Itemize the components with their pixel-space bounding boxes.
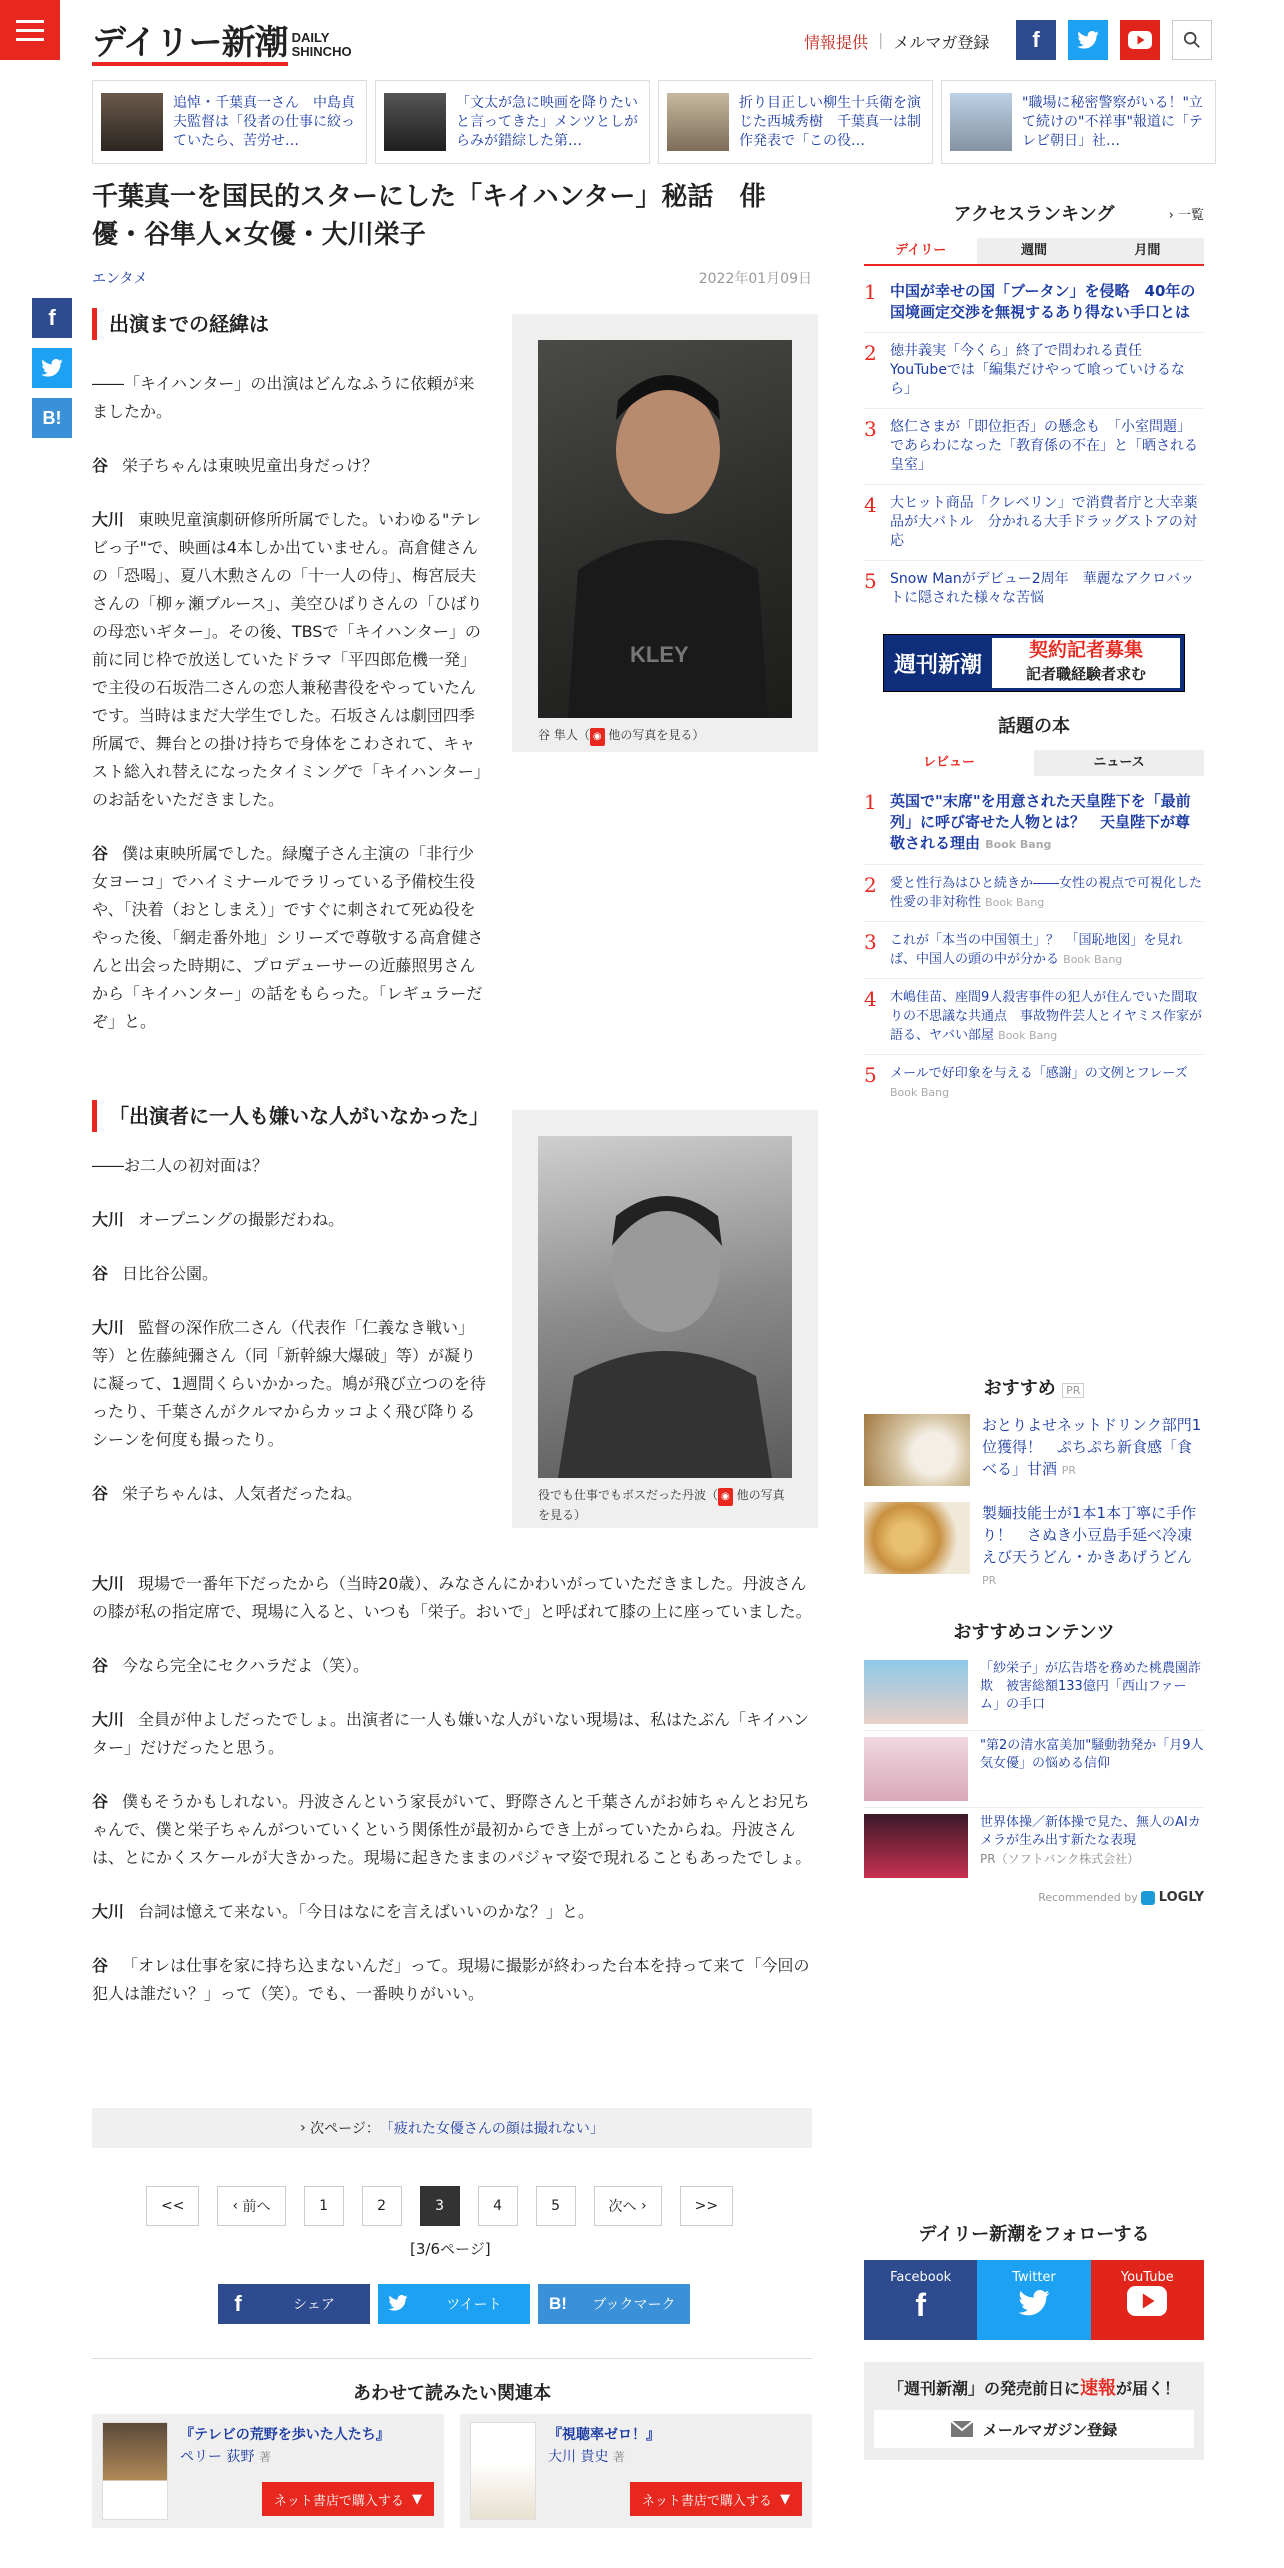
section-heading: 「出演者に一人も嫌いな人がいなかった」: [92, 1100, 490, 1132]
facebook-icon[interactable]: f: [32, 298, 72, 338]
ranking-item[interactable]: [864, 485, 1204, 561]
recommended-thumbnail: [864, 1502, 970, 1574]
more-label: 一覧: [1177, 208, 1204, 223]
logo-text: デイリー新潮: [92, 24, 288, 66]
search-icon[interactable]: [1172, 20, 1212, 60]
recruit-ad-banner[interactable]: [883, 634, 1185, 692]
ad-message: [992, 638, 1180, 688]
ranking-more-link[interactable]: [1169, 204, 1204, 223]
twitter-share-button[interactable]: [378, 2284, 530, 2324]
speaker: 大川: [92, 1574, 125, 1593]
recommended-item[interactable]: [864, 1502, 1204, 1592]
next-page-prefix: 次ページ：: [310, 2121, 380, 2137]
rank-title: 悠仁さまが「即位拒否」の懸念も 「小室問題」であらわになった「教育係の不在」と「晒される皇室」: [890, 419, 1198, 473]
recommended-title: [982, 1414, 1204, 1486]
last-page-button[interactable]: >>: [680, 2186, 733, 2226]
rank-number: 5: [864, 569, 877, 593]
logo-en-2: SHINCHO: [291, 44, 352, 59]
author-role: 著: [258, 2450, 271, 2464]
author-name: 大川 貴史: [548, 2449, 609, 2465]
newsletter-register-button[interactable]: [874, 2410, 1194, 2448]
first-page-button[interactable]: <<: [146, 2186, 199, 2226]
newsletter-highlight: 速報: [1080, 2378, 1116, 2399]
topic-list: [864, 782, 1204, 1111]
speaker: 大川: [92, 510, 125, 529]
photo-box: [512, 1110, 818, 1528]
contents-heading: おすすめコンテンツ: [953, 1622, 1115, 1643]
newsletter-link[interactable]: メルマガ登録: [893, 33, 990, 52]
twitter-icon: [378, 2291, 418, 2317]
photo-silhouette: [538, 340, 792, 718]
topic-item[interactable]: [864, 979, 1204, 1055]
camera-icon: ◉: [590, 728, 605, 746]
follow-facebook-button[interactable]: [864, 2260, 977, 2340]
speaker: 大川: [92, 1710, 125, 1729]
paragraph: [92, 1260, 490, 1288]
paragraph-text: 台詞は憶えて来ない。「今日はなにを言えばいいのかな？」と。: [138, 1902, 595, 1921]
newsletter-box: [864, 2362, 1204, 2460]
paragraph-text: 現場で一番年下だったから（当時20歳）、みなさんにかわいがっていただきました。丹波さんの膝が私の指定席で、現場に入ると、いつも「栄子。おいで」と呼ばれて膝の上に座っていました。: [92, 1574, 812, 1621]
share-label: シェア: [293, 2297, 335, 2313]
content-item[interactable]: [864, 1654, 1204, 1731]
paragraph-text: 監督の深作欣二さん（代表作「仁義なき戦い」等）と佐藤純彌さん（同「新幹線大爆破」等）が凝りに凝って、1週間くらいかかった。鳩が飛び立つのを待ったり、千葉さんがクルマからカッコよく飛び降りるシーンを何度も撮ったり。: [92, 1318, 486, 1449]
topic-text: メールで好印象を与える「感謝」の文例とフレーズ: [890, 1066, 1188, 1081]
paragraph: [92, 840, 490, 1036]
mail-icon: [951, 2421, 973, 2437]
follow-twitter-button[interactable]: [977, 2260, 1090, 2340]
hatena-bookmark-icon[interactable]: B!: [32, 398, 72, 438]
rank-title: 中国が幸せの国「ブータン」を侵略 40年の国境画定交渉を無視するあり得ない手口とは: [890, 282, 1196, 321]
caret-down-icon: ▼: [412, 2491, 423, 2507]
content-item[interactable]: [864, 1808, 1204, 1884]
speaker: 谷: [92, 456, 109, 475]
content-title: [980, 1814, 1204, 1878]
content-thumbnail: [864, 1660, 968, 1724]
photo-silhouette: [538, 1136, 792, 1478]
article-body-2: [92, 1100, 490, 1508]
pr-badge: PR: [1062, 1383, 1084, 1398]
photo-caption: 役でも仕事でもボスだった丹波（ ◉ 他の写真を見る）: [538, 1488, 785, 1522]
photo-box: [512, 314, 818, 752]
paragraph-text: 東映児童演劇研修所所属でした。いわゆる"テレビっ子"で、映画は4本しか出ていません。高倉健さんの「恐喝」、夏八木勲さんの「十一人の侍」、梅宮辰夫さんの「柳ヶ瀬ブルース」、美空ひばりさんの「ひばりの母恋いギター」。その後、TBSで「キイハンター」の前に同じ枠で放送していたドラマ「平四郎危機一発」で主役の石坂浩二さんの恋人兼秘書役をやっていたんです。当時はまだ大学生でした。石坂さんは劇団四季所属で、舞台との掛け持ちで身体をこわされて、キャスト総入れ替えになったタイミングで「キイハンター」のお話をいただきました。: [92, 510, 490, 809]
paragraph: [92, 1480, 490, 1508]
tab-monthly[interactable]: 月間: [1091, 238, 1204, 264]
chevron-right-icon: ›: [636, 2198, 647, 2214]
tab-news[interactable]: ニュース: [1034, 750, 1204, 776]
buy-label: ネット書店で購入する: [641, 2493, 772, 2509]
svg-text:KLEY: KLEY: [630, 642, 689, 667]
rank-number: 1: [864, 280, 877, 304]
speaker: 大川: [92, 1902, 125, 1921]
paragraph-text: 日比谷公園。: [122, 1264, 219, 1283]
trending-item[interactable]: [658, 80, 933, 164]
separator: |: [878, 30, 884, 49]
logly-name: LOGLY: [1158, 1890, 1204, 1905]
photo-caption: 谷 隼人（ ◉ 他の写真を見る）: [538, 726, 792, 746]
facebook-icon: f: [915, 2287, 926, 2323]
ranking-list: [864, 272, 1204, 617]
topic-tabs: [864, 750, 1204, 776]
tab-review[interactable]: レビュー: [864, 750, 1034, 776]
chevron-right-icon: ›: [300, 2120, 311, 2136]
twitter-icon[interactable]: [32, 348, 72, 388]
ranking-item[interactable]: [864, 561, 1204, 617]
article-body-1: [92, 308, 490, 1036]
ranking-tabs: [864, 238, 1204, 266]
book-cover: [102, 2422, 168, 2520]
paragraph: [92, 1314, 490, 1454]
rank-number: 2: [864, 341, 877, 365]
speaker: 谷: [92, 1264, 109, 1283]
chevron-right-icon: ›: [1168, 208, 1178, 223]
facebook-icon[interactable]: f: [1016, 20, 1056, 60]
more-photos-link[interactable]: 他の写真を見る: [608, 728, 693, 742]
page-button-5[interactable]: 5: [536, 2186, 576, 2226]
section-heading: 出演までの経緯は: [92, 308, 490, 340]
paragraph: ――「キイハンター」の出演はどんなふうに依頼が来ましたか。: [92, 374, 475, 421]
content-sponsor: PR（ソフトバンク株式会社）: [980, 1852, 1140, 1866]
trending-text: 追悼・千葉真一さん 中島貞夫監督は「役者の仕事に絞っていたら、苦労せ…: [173, 94, 355, 149]
trending-thumbnail: [384, 93, 446, 151]
paragraph-text: 全員が仲よしだったでしょ。出演者に一人も嫌いな人がいない現場は、私はたぶん「キイハンター」だけだったと思う。: [92, 1710, 810, 1757]
newsletter-pre: 「週刊新潮」の発売前日に: [887, 2379, 1080, 2398]
topic-title: [890, 1064, 1204, 1102]
newsletter-post: が届く！: [1116, 2379, 1181, 2398]
topic-text: 愛と性行為はひと続きか――女性の視点で可視化した性愛の非対称性: [890, 876, 1203, 910]
follow-label: YouTube: [1120, 2270, 1174, 2285]
facebook-icon: f: [234, 2291, 242, 2316]
speaker: 谷: [92, 844, 109, 863]
article-date: 2022年01月09日: [698, 271, 812, 287]
share-buttons: [218, 2284, 690, 2324]
paragraph-text: オープニングの撮影だわね。: [138, 1210, 345, 1229]
article: [92, 178, 812, 288]
topic-books: [864, 712, 1204, 1111]
page-button-3[interactable]: 3: [420, 2186, 460, 2226]
trending-text: "職場に秘密警察がいる！"立て続けの"不祥事"報道に「テレビ朝日」社…: [1022, 94, 1203, 149]
next-label: 次へ: [608, 2199, 637, 2215]
logo-en-1: DAILY: [291, 30, 330, 45]
paragraph: [92, 1952, 812, 2008]
portrait-photo[interactable]: [538, 340, 792, 718]
twitter-icon: [977, 2285, 1090, 2325]
topic-item[interactable]: [864, 865, 1204, 922]
recommended-text: 製麺技能士が1本1本丁寧に手作り！ さぬき小豆島手延べ冷凍えび天うどん・かきあげうどん: [982, 1504, 1197, 1566]
follow-label: Facebook: [890, 2270, 952, 2285]
paragraph: [92, 1206, 490, 1234]
prev-label: 前へ: [242, 2199, 271, 2215]
portrait-photo[interactable]: [538, 1136, 792, 1478]
speaker: 谷: [92, 1956, 109, 1975]
topic-heading: 話題の本: [998, 716, 1070, 737]
rank-title: Snow Manがデビュー2周年 華麗なアクロバットに隠された様々な苦悩: [890, 571, 1195, 606]
book-author: [180, 2446, 271, 2466]
paragraph: [92, 452, 490, 480]
ad-headline: 契約記者募集: [1029, 639, 1144, 661]
twitter-icon[interactable]: [1068, 20, 1108, 60]
article-meta: [92, 268, 812, 288]
pr-label: PR: [1061, 1464, 1077, 1477]
trending-text: 折り目正しい柳生十兵衛を演じた西城秀樹 千葉真一は制作発表で「この役…: [739, 94, 921, 149]
book-card[interactable]: [460, 2414, 812, 2528]
next-page-link[interactable]: [92, 2108, 812, 2148]
speaker: 谷: [92, 1792, 109, 1811]
topic-title: [890, 931, 1204, 969]
hatena-bookmark-button[interactable]: [538, 2284, 690, 2324]
article-body-3: [92, 1570, 812, 2008]
buy-button[interactable]: [262, 2482, 434, 2516]
pr-label: PR: [982, 1574, 997, 1587]
newsletter-button-label: メールマガジン登録: [982, 2420, 1118, 2439]
topic-source: Book Bang: [1063, 953, 1123, 966]
book-title: 『視聴率ゼロ！』: [548, 2427, 660, 2443]
paragraph: [92, 1788, 812, 1872]
topic-source: Book Bang: [985, 838, 1052, 851]
prev-page-button[interactable]: [217, 2186, 285, 2226]
logly-icon: [1141, 1891, 1155, 1905]
speaker: 谷: [92, 1484, 109, 1503]
hamburger-menu-button[interactable]: [0, 0, 60, 60]
recommended-heading: [864, 1374, 1204, 1400]
rank-number: 2: [864, 873, 877, 897]
follow-youtube-button[interactable]: [1091, 2260, 1204, 2340]
hatena-bookmark-icon: B!: [549, 2294, 567, 2313]
trending-item[interactable]: [941, 80, 1216, 164]
related-books: [92, 2414, 812, 2528]
content-title: [980, 1737, 1204, 1801]
caret-down-icon: ▼: [780, 2491, 791, 2507]
content-text: 「紗栄子」が広告塔を務めた桃農園詐欺 被害総額133億円「西山ファーム」の手口: [980, 1661, 1202, 1712]
paragraph-text: 栄子ちゃんは、人気者だったね。: [122, 1484, 363, 1503]
logly-prefix: Recommended by: [1038, 1891, 1138, 1904]
category-link[interactable]: エンタメ: [92, 271, 148, 287]
topic-text: これが「本当の中国領土」？ 「国恥地図」を見れば、中国人の頭の中が分かる: [890, 933, 1183, 967]
access-ranking: [864, 200, 1204, 617]
speaker: 大川: [92, 1210, 125, 1229]
article-title: 千葉真一を国民的スターにした「キイハンター」秘話 俳優・谷隼人×女優・大川栄子: [92, 182, 766, 250]
camera-icon: ◉: [718, 1488, 733, 1506]
content-title: [980, 1660, 1204, 1724]
book-author: [548, 2446, 625, 2466]
paragraph-text: 栄子ちゃんは東映児童出身だっけ？: [122, 456, 379, 475]
paragraph: [92, 1652, 812, 1680]
rank-number: 4: [864, 493, 877, 517]
topic-source: Book Bang: [890, 1086, 950, 1099]
recommended-pr: [864, 1374, 1204, 1608]
paragraph-text: 今なら完全にセクハラだよ（笑）。: [122, 1656, 370, 1675]
paragraph: [92, 1898, 812, 1926]
rank-title: 徳井義実「今くら」終了で問われる責任 YouTubeでは「編集だけやって喰っていけるなら」: [890, 343, 1185, 397]
trending-strip: [92, 80, 1216, 164]
topic-title: [890, 874, 1204, 912]
paragraph-text: 僕もそうかもしれない。丹波さんという家長がいて、野際さんと千葉さんがお姉ちゃんとお兄ちゃんで、僕と栄子ちゃんがついていくという関係性が最初からでき上がっていたからね。丹波さんは、とにかくスケールが大きかった。現場に起きたままのパジャマ姿で現れることもあったでしょ。: [92, 1792, 812, 1867]
rank-number: 3: [864, 417, 877, 441]
page-button-2[interactable]: 2: [362, 2186, 402, 2226]
paragraph: [92, 1570, 812, 1626]
next-page-title: 「疲れた女優さんの顔は撮れない」: [379, 2121, 604, 2137]
tab-weekly[interactable]: 週間: [977, 238, 1090, 264]
ranking-heading: アクセスランキング: [953, 204, 1115, 225]
recommended-list: [864, 1414, 1204, 1592]
newsletter-text: [874, 2374, 1194, 2400]
page-button-1[interactable]: 1: [304, 2186, 344, 2226]
topic-item[interactable]: [864, 922, 1204, 979]
topic-text: 木嶋佳苗、座間9人殺害事件の犯人が住んでいた間取りの不思議な共通点 事故物件芸人とイヤミス作家が語る、ヤバい部屋: [890, 990, 1203, 1043]
topic-item[interactable]: [864, 782, 1204, 865]
rank-number: 1: [864, 790, 877, 814]
trending-thumbnail: [667, 93, 729, 151]
chevron-left-icon: ‹: [232, 2198, 243, 2214]
recommended-thumbnail: [864, 1414, 970, 1486]
recommended-title: [982, 1502, 1204, 1592]
facebook-share-button[interactable]: [218, 2284, 370, 2324]
share-label: ツイート: [446, 2297, 502, 2313]
speaker: 谷: [92, 1656, 109, 1675]
follow-label: Twitter: [1012, 2270, 1056, 2285]
book-cover: [470, 2422, 536, 2520]
author-role: 著: [612, 2450, 625, 2464]
follow-buttons: [864, 2260, 1204, 2340]
buy-label: ネット書店で購入する: [273, 2493, 404, 2509]
header-social: [1016, 20, 1212, 60]
paragraph-text: 僕は東映所属でした。緑魔子さん主演の「非行少女ヨーコ」でハイミナールでラリっている予備校生役や、「決着（おとしまえ）」ですぐに刺されて死ぬ役をやった後、「網走番外地」シリーズで尊敬する高倉健さんと出会った時期に、プロデューサーの近藤照男さんから「キイハンター」の話をもらった。「レギュラーだぞ」と。: [92, 844, 484, 1031]
content-text: 世界体操／新体操で見た、無人のAIカメラが生み出す新たな表現: [980, 1815, 1201, 1848]
youtube-icon[interactable]: [1120, 20, 1160, 60]
page-count: [3/6ページ]: [410, 2240, 491, 2258]
tab-daily[interactable]: デイリー: [864, 238, 977, 264]
rank-number: 3: [864, 930, 877, 954]
buy-button[interactable]: [630, 2482, 802, 2516]
paragraph: ――お二人の初対面は？: [92, 1156, 269, 1175]
paragraph-text: 「オレは仕事を家に持ち込まないんだ」って。現場に撮影が終わった台本を持って来て「今回の犯人は誰だい？」って（笑）。でも、一番映りがいい。: [92, 1956, 810, 2003]
content-item[interactable]: [864, 1731, 1204, 1808]
more-photos-link[interactable]: 他の写真を見る: [538, 1488, 785, 1522]
topic-source: Book Bang: [998, 1029, 1058, 1042]
page-button-4[interactable]: 4: [478, 2186, 518, 2226]
follow-heading: デイリー新潮をフォローする: [918, 2224, 1150, 2245]
paragraph: [92, 1706, 812, 1762]
content-text: "第2の清水富美加"騒動勃発か「月9人気女優」の悩める信仰: [980, 1738, 1204, 1771]
info-link[interactable]: 情報提供: [804, 33, 869, 52]
contents-list: [864, 1654, 1204, 1884]
topic-title: [890, 988, 1204, 1045]
rank-number: 5: [864, 1063, 877, 1087]
rank-title: 大ヒット商品「クレベリン」で消費者庁と大幸薬品が大バトル 分かれる大手ドラッグストアの対応: [890, 495, 1198, 549]
speaker: 大川: [92, 1318, 125, 1337]
ranking-item[interactable]: [864, 272, 1204, 333]
rank-number: 4: [864, 987, 877, 1011]
site-logo[interactable]: [92, 24, 352, 66]
recommended-item[interactable]: [864, 1414, 1204, 1486]
trending-thumbnail: [101, 93, 163, 151]
recommended-text: おとりよせネットドリンク部門1位獲得！ ぷちぷち新食感「食べる」甘酒: [982, 1416, 1202, 1478]
share-rail: [32, 298, 72, 438]
youtube-icon: [1091, 2285, 1204, 2325]
recommended-contents: [864, 1618, 1204, 1905]
trending-text: 「文太が急に映画を降りたいと言ってきた」メンツとしがらみが錯綜した第…: [456, 94, 638, 149]
book-title: 『テレビの荒野を歩いた人たち』: [180, 2427, 390, 2443]
content-thumbnail: [864, 1737, 968, 1801]
ranking-item[interactable]: [864, 333, 1204, 409]
trending-item[interactable]: [92, 80, 367, 164]
follow-section: [864, 2220, 1204, 2460]
trending-item[interactable]: [375, 80, 650, 164]
recommended-title: おすすめ: [983, 1378, 1056, 1399]
logly-credit[interactable]: [864, 1890, 1204, 1905]
topic-item[interactable]: [864, 1055, 1204, 1111]
pagination: [146, 2186, 733, 2226]
ranking-item[interactable]: [864, 409, 1204, 485]
share-label: ブックマーク: [592, 2297, 676, 2313]
topic-text: 英国で"末席"を用意された天皇陛下を「最前列」に呼び寄せた人物とは？ 天皇陛下が尊敬される理由: [890, 792, 1191, 852]
trending-thumbnail: [950, 93, 1012, 151]
content-thumbnail: [864, 1814, 968, 1878]
caption-text: 役でも仕事でもボスだった丹波（: [538, 1488, 719, 1502]
next-page-button[interactable]: [594, 2186, 662, 2226]
paragraph: [92, 506, 490, 814]
ad-brand: 週刊新潮: [894, 651, 983, 678]
book-card[interactable]: [92, 2414, 444, 2528]
related-books-heading: あわせて読みたい関連本: [92, 2358, 812, 2405]
logo-en: [292, 31, 352, 59]
ad-subline: 記者職経験者求む: [1026, 665, 1147, 683]
topic-source: Book Bang: [985, 896, 1045, 909]
caption-text: 谷 隼人（: [538, 728, 590, 742]
header-links: [804, 30, 989, 53]
topic-title: [890, 791, 1204, 855]
author-name: ペリー 荻野: [180, 2449, 255, 2465]
